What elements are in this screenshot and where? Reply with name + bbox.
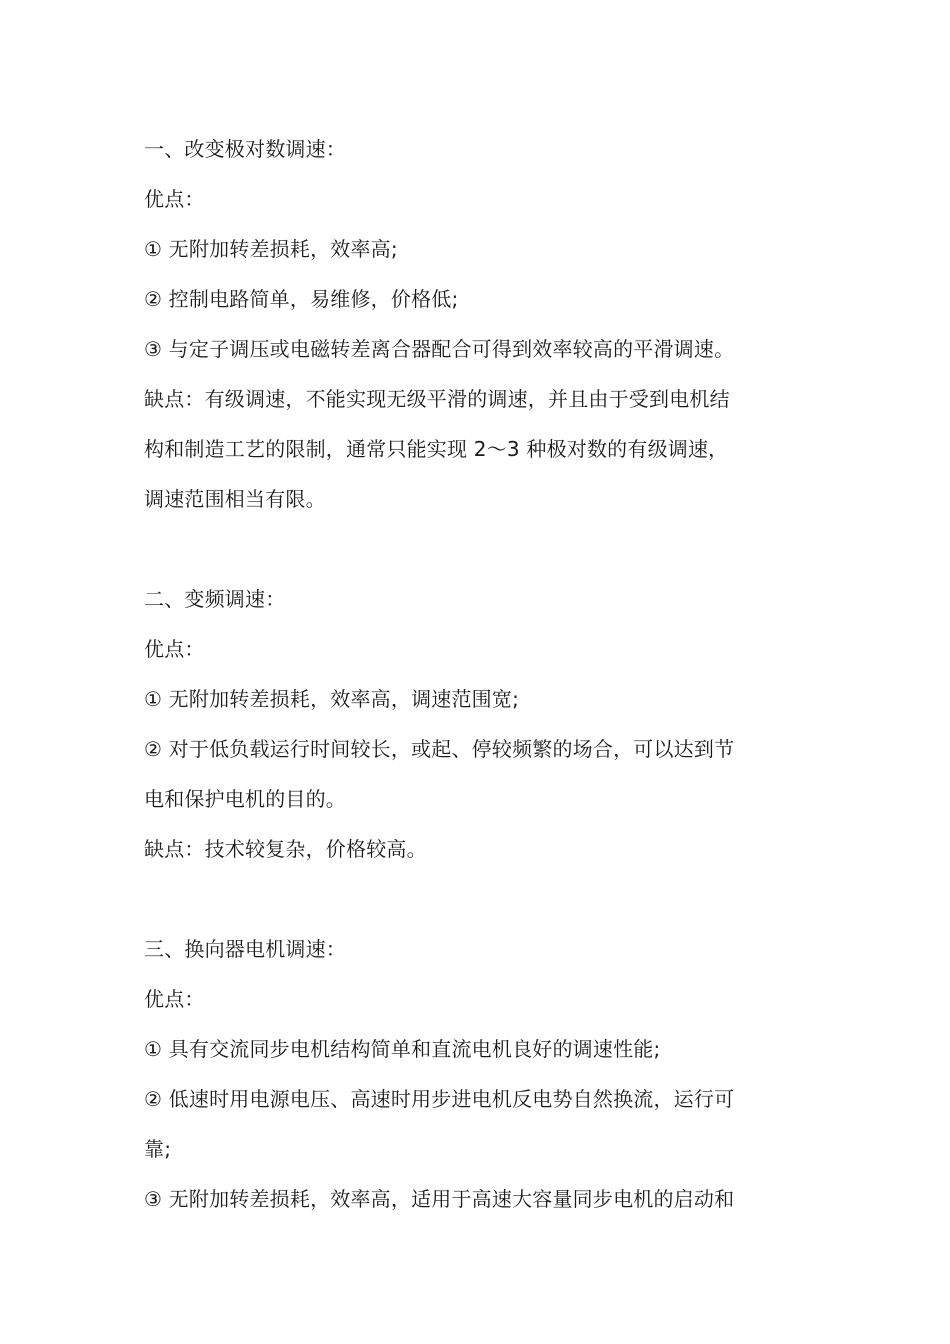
disadvantages-text: 构和制造工艺的限制，通常只能实现 2～3 种极对数的有级调速， xyxy=(144,437,729,461)
section-heading: 一、改变极对数调速： xyxy=(144,137,346,161)
list-item: 电和保护电机的目的。 xyxy=(144,787,346,811)
section-pole-change xyxy=(144,124,814,524)
disadvantages-text: 缺点：技术较复杂，价格较高。 xyxy=(144,837,427,861)
list-item: ① 无附加转差损耗，效率高; xyxy=(144,237,398,261)
section-commutator-motor xyxy=(144,924,814,1224)
list-item: ③ 无附加转差损耗，效率高，适用于高速大容量同步电机的启动和 xyxy=(144,1187,735,1211)
disadvantages-text: 调速范围相当有限。 xyxy=(144,487,326,511)
section-variable-frequency xyxy=(144,574,814,874)
list-item: ② 对于低负载运行时间较长，或起、停较频繁的场合，可以达到节 xyxy=(144,737,735,761)
section-spacer xyxy=(144,524,814,574)
disadvantages-text: 缺点：有级调速，不能实现无级平滑的调速，并且由于受到电机结 xyxy=(144,387,730,411)
section-spacer xyxy=(144,874,814,924)
list-item: ② 控制电路简单，易维修，价格低; xyxy=(144,287,459,311)
list-item: ① 无附加转差损耗，效率高，调速范围宽; xyxy=(144,687,520,711)
section-heading: 三、换向器电机调速： xyxy=(144,937,346,961)
document-page xyxy=(144,124,814,1224)
list-item: 靠; xyxy=(144,1137,172,1161)
list-item: ② 低速时用电源电压、高速时用步进电机反电势自然换流，运行可 xyxy=(144,1087,735,1111)
list-item: ① 具有交流同步电机结构简单和直流电机良好的调速性能; xyxy=(144,1037,661,1061)
advantages-label: 优点： xyxy=(144,187,205,211)
advantages-label: 优点： xyxy=(144,637,205,661)
list-item: ③ 与定子调压或电磁转差离合器配合可得到效率较高的平滑调速。 xyxy=(144,337,735,361)
section-heading: 二、变频调速： xyxy=(144,587,286,611)
advantages-label: 优点： xyxy=(144,987,205,1011)
